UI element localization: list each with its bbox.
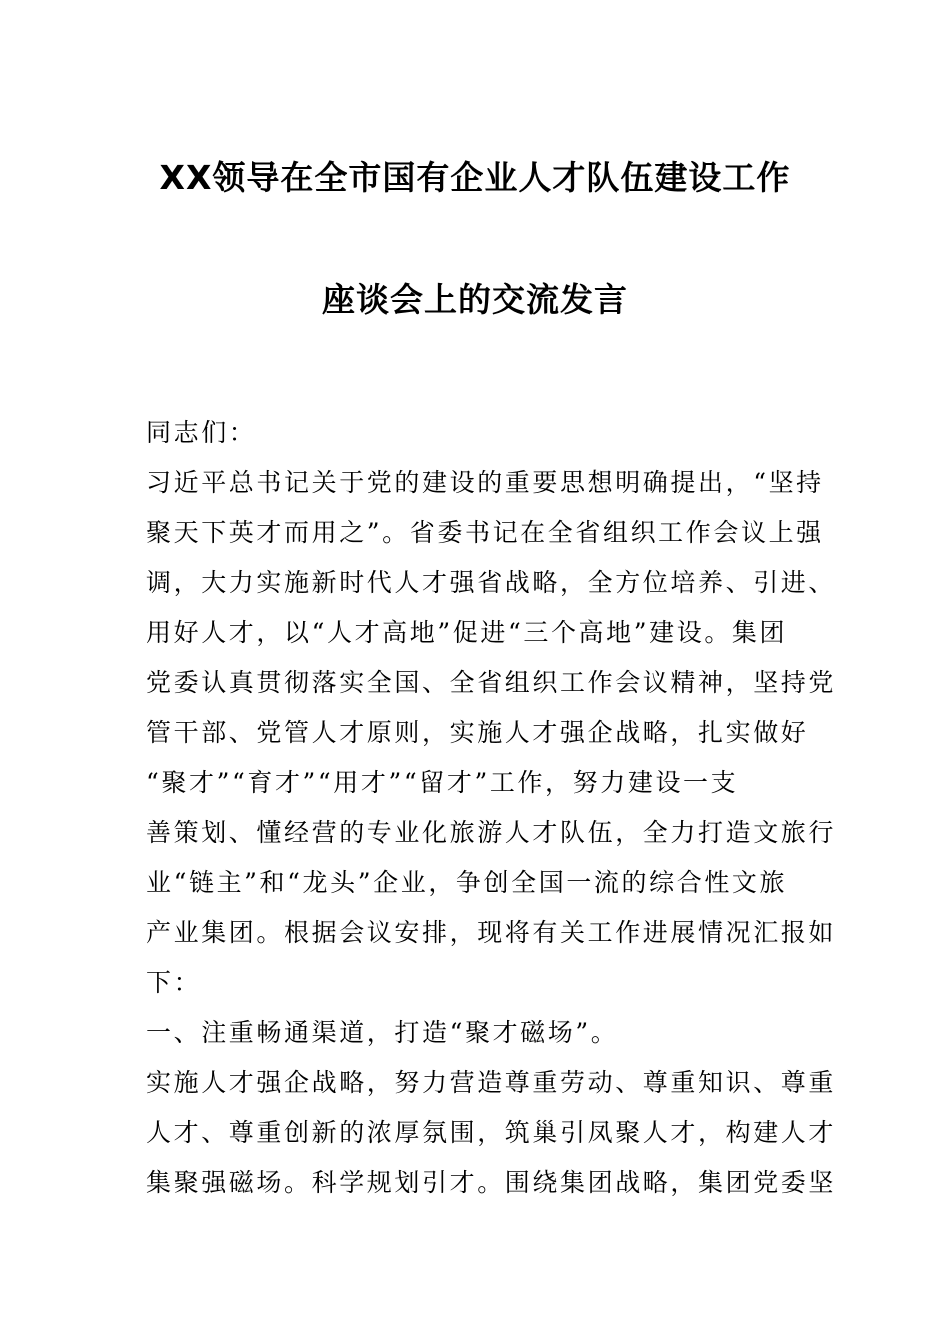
document-title-line-1: XX领导在全市国有企业人才队伍建设工作 [159, 158, 791, 197]
text-line: 业“链主”和“龙头”企业，争创全国一流的综合性文旅 [146, 868, 788, 897]
section-heading-1: 一、注重畅通渠道，打造“聚才磁场”。 [146, 1018, 619, 1047]
document-title-line-2: 座谈会上的交流发言 [322, 280, 628, 319]
text-line: 人才、尊重创新的浓厚氛围，筑巢引凤聚人才，构建人才 [146, 1118, 837, 1147]
text-line: 用好人才，以“人才高地”促进“三个高地”建设。集团 [146, 618, 788, 647]
text-line: 下： [146, 968, 202, 997]
text-line: 管干部、党管人才原则，实施人才强企战略，扎实做好 [146, 718, 809, 747]
paragraph-intro [146, 458, 837, 1008]
text-line: 调，大力实施新时代人才强省战略，全方位培养、引进、 [146, 568, 837, 597]
text-line: 善策划、懂经营的专业化旅游人才队伍，全力打造文旅行 [146, 818, 837, 847]
text-line: 党委认真贯彻落实全国、全省组织工作会议精神，坚持党 [146, 668, 837, 697]
paragraph-section-1 [146, 1058, 837, 1208]
text-line: 集聚强磁场。科学规划引才。围绕集团战略，集团党委坚 [146, 1168, 837, 1197]
text-line: “聚才”“育才”“用才”“留才”工作，努力建设一支 [146, 768, 739, 797]
text-line: 产业集团。根据会议安排，现将有关工作进展情况汇报如 [146, 918, 837, 947]
salutation: 同志们： [146, 418, 257, 447]
text-line: 实施人才强企战略，努力营造尊重劳动、尊重知识、尊重 [146, 1068, 837, 1097]
text-line: 聚天下英才而用之”。省委书记在全省组织工作会议上强 [146, 518, 824, 547]
text-line: 习近平总书记关于党的建设的重要思想明确提出，“坚持 [146, 468, 824, 497]
